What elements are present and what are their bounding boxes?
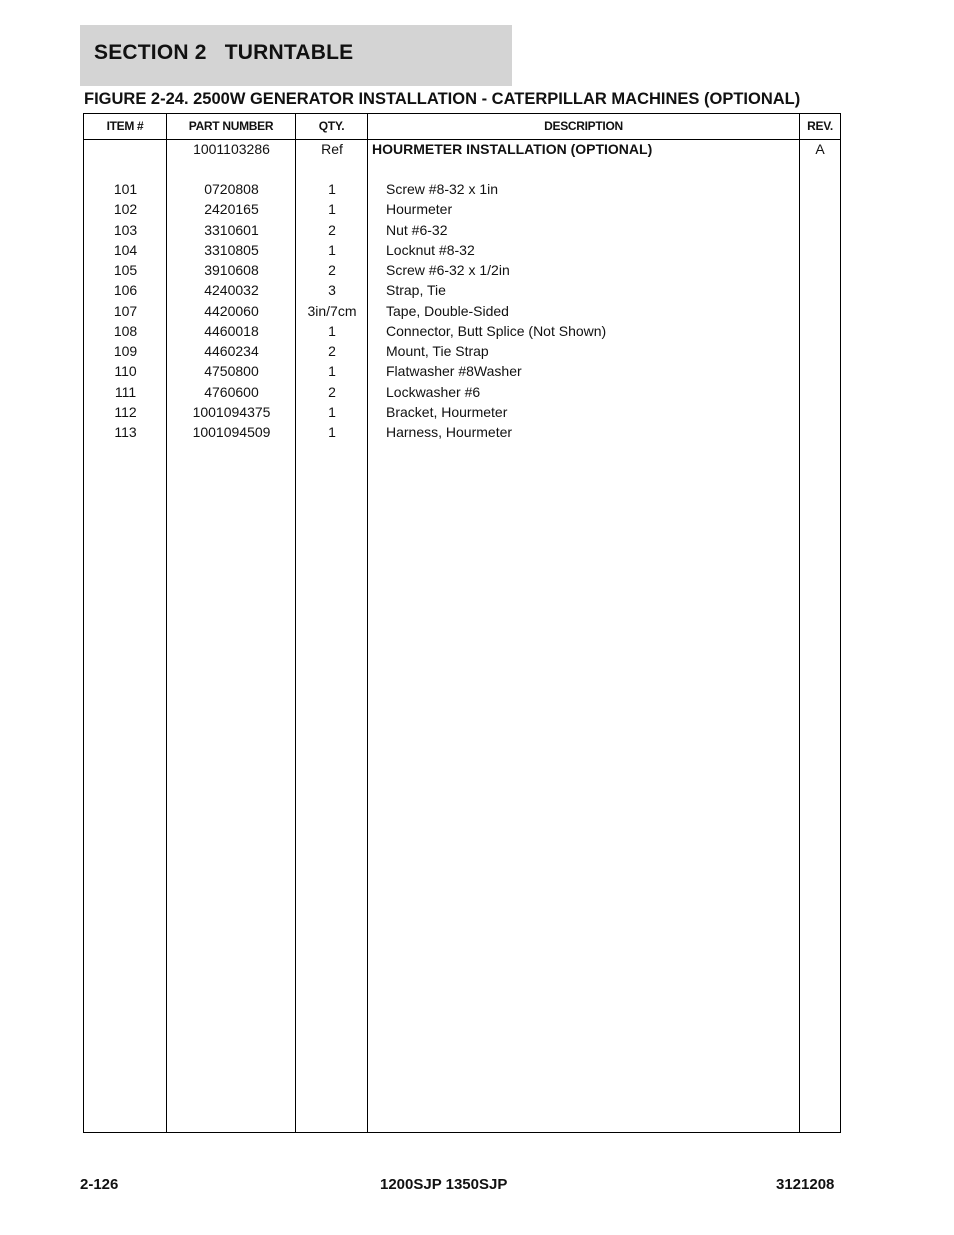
table-row <box>84 260 840 280</box>
part-number: 1001094509 <box>192 424 271 440</box>
quantity: 3in/7cm <box>307 302 357 319</box>
table-row <box>84 179 840 199</box>
table-row <box>84 382 840 402</box>
description: Bracket, Hourmeter <box>386 403 508 420</box>
header-qty: QTY. <box>318 119 345 133</box>
table-row <box>84 422 840 442</box>
header-rev: REV. <box>807 119 833 133</box>
figure-title: FIGURE 2-24. 2500W GENERATOR INSTALLATION - CATERPILLAR MACHINES (OPTIONAL) <box>84 90 801 108</box>
item-number: 106 <box>113 282 138 299</box>
description: Tape, Double-Sided <box>386 302 509 319</box>
header-description: DESCRIPTION <box>544 119 623 133</box>
quantity: 2 <box>328 343 336 359</box>
section-title: SECTION 2 TURNTABLE <box>94 41 354 64</box>
item-number: 107 <box>113 302 138 319</box>
part-number: 4420060 <box>204 302 259 319</box>
parts-table <box>83 113 841 1133</box>
quantity: 1 <box>328 201 336 218</box>
description: Flatwasher #8Washer <box>386 363 522 380</box>
item-number: 103 <box>113 221 138 238</box>
item-number: 105 <box>113 262 138 278</box>
table-row <box>84 341 840 361</box>
part-number: 4460018 <box>204 322 259 339</box>
assembly-qty: Ref <box>321 141 343 157</box>
section-header <box>80 25 512 86</box>
quantity: 2 <box>328 221 336 238</box>
quantity: 1 <box>328 424 336 440</box>
item-number: 113 <box>114 424 137 440</box>
part-number: 0720808 <box>204 181 259 197</box>
item-number: 109 <box>113 343 138 359</box>
assembly-description: HOURMETER INSTALLATION (OPTIONAL) <box>372 141 653 157</box>
quantity: 1 <box>328 181 336 197</box>
table-row <box>84 321 840 341</box>
item-number: 108 <box>113 322 138 339</box>
footer-model: 1200SJP 1350SJP <box>380 1176 508 1193</box>
description: Strap, Tie <box>386 282 446 299</box>
header-item: ITEM # <box>106 119 144 133</box>
item-number: 104 <box>113 241 138 258</box>
description: Locknut #8-32 <box>386 241 475 258</box>
table-row <box>84 301 840 321</box>
part-number: 4460234 <box>204 343 259 359</box>
description: Nut #6-32 <box>386 221 448 238</box>
description: Lockwasher #6 <box>386 383 481 400</box>
table-row <box>84 199 840 219</box>
quantity: 2 <box>328 262 336 278</box>
part-number: 4750800 <box>204 363 259 380</box>
part-number: 4240032 <box>204 282 259 299</box>
item-number: 112 <box>114 403 137 420</box>
table-row <box>84 220 840 240</box>
item-number: 101 <box>113 181 138 197</box>
item-number: 110 <box>114 363 137 380</box>
quantity: 1 <box>328 322 336 339</box>
description: Harness, Hourmeter <box>386 424 513 440</box>
table-row <box>84 280 840 300</box>
assembly-rev: A <box>815 141 825 157</box>
quantity: 1 <box>328 241 336 258</box>
part-number: 3910608 <box>204 262 259 278</box>
part-number: 4760600 <box>204 383 259 400</box>
quantity: 1 <box>328 403 336 420</box>
description: Hourmeter <box>386 201 453 218</box>
part-number: 2420165 <box>204 201 259 218</box>
item-number: 111 <box>114 383 137 400</box>
table-row <box>84 361 840 381</box>
description: Connector, Butt Splice (Not Shown) <box>386 322 607 339</box>
table-row <box>84 402 840 422</box>
part-number: 1001094375 <box>192 403 271 420</box>
footer-doc-number: 3121208 <box>776 1176 835 1193</box>
footer-page-number: 2-126 <box>80 1176 119 1193</box>
assembly-part-number: 1001103286 <box>193 141 270 157</box>
item-number: 102 <box>113 201 138 218</box>
part-number: 3310601 <box>204 221 259 238</box>
description: Screw #6-32 x 1/2in <box>386 262 510 278</box>
header-part-number: PART NUMBER <box>188 119 274 133</box>
description: Screw #8-32 x 1in <box>386 181 499 197</box>
part-number: 3310805 <box>204 241 259 258</box>
quantity: 1 <box>328 363 336 380</box>
assembly-row <box>84 139 840 159</box>
quantity: 2 <box>328 383 336 400</box>
description: Mount, Tie Strap <box>386 343 489 359</box>
table-row <box>84 240 840 260</box>
quantity: 3 <box>328 282 336 299</box>
